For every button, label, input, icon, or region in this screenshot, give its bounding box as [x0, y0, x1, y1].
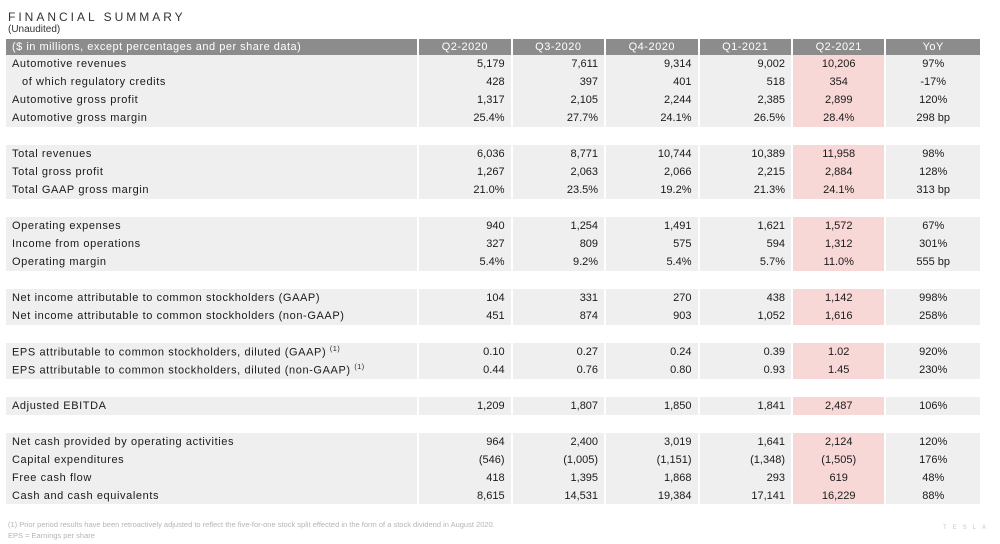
highlight-cell: 1.45	[793, 361, 886, 379]
value-cell: 1,807	[513, 397, 606, 415]
row-label	[6, 307, 419, 325]
value-cell: (1,348)	[700, 451, 793, 469]
row-label-text: Automotive revenues	[12, 58, 127, 70]
highlight-cell: 1,616	[793, 307, 886, 325]
value-cell: 8,771	[513, 145, 606, 163]
value-cell: 19.2%	[606, 181, 699, 199]
column-header: Q3-2020	[513, 39, 606, 55]
row-label	[6, 145, 419, 163]
table-row	[6, 55, 980, 73]
yoy-cell: 313 bp	[886, 181, 980, 199]
value-cell: 9,314	[606, 55, 699, 73]
table-row	[6, 397, 980, 415]
highlight-cell: 16,229	[793, 487, 886, 504]
row-label-text: Net income attributable to common stockholders (GAAP)	[12, 292, 321, 304]
column-header: Q4-2020	[606, 39, 699, 55]
spacer-cell	[6, 325, 980, 343]
value-cell: 0.27	[513, 343, 606, 361]
footnotes	[8, 519, 495, 541]
table-row	[6, 163, 980, 181]
value-cell: 5.4%	[419, 253, 512, 271]
spacer-cell	[6, 379, 980, 397]
row-label-text: Automotive gross profit	[12, 94, 139, 106]
value-cell: 401	[606, 73, 699, 91]
value-cell: 7,611	[513, 55, 606, 73]
table-row	[6, 307, 980, 325]
value-cell: 1,491	[606, 217, 699, 235]
highlight-cell: 10,206	[793, 55, 886, 73]
value-cell: 438	[700, 289, 793, 307]
highlight-cell: 1,312	[793, 235, 886, 253]
table-row	[6, 91, 980, 109]
value-cell: 2,244	[606, 91, 699, 109]
table-row	[6, 343, 980, 361]
table-row	[6, 73, 980, 91]
value-cell: 1,621	[700, 217, 793, 235]
highlight-cell: 2,884	[793, 163, 886, 181]
value-cell: 331	[513, 289, 606, 307]
yoy-cell: 298 bp	[886, 109, 980, 127]
value-cell: 327	[419, 235, 512, 253]
table-header-row	[6, 39, 980, 55]
row-label-text: Automotive gross margin	[12, 112, 148, 124]
value-cell: 8,615	[419, 487, 512, 504]
row-label-text: of which regulatory credits	[22, 76, 166, 88]
row-label-text: Operating expenses	[12, 220, 122, 232]
value-cell: 1,868	[606, 469, 699, 487]
yoy-cell: 97%	[886, 55, 980, 73]
row-label-text: Net income attributable to common stockholders (non-GAAP)	[12, 310, 345, 322]
page-subtitle: (Unaudited)	[8, 24, 61, 35]
value-cell: 1,052	[700, 307, 793, 325]
value-cell: 2,063	[513, 163, 606, 181]
value-cell: 594	[700, 235, 793, 253]
value-cell: 418	[419, 469, 512, 487]
table-row	[6, 433, 980, 451]
value-cell: 903	[606, 307, 699, 325]
spacer-row	[6, 325, 980, 343]
value-cell: 1,209	[419, 397, 512, 415]
page-title: FINANCIAL SUMMARY	[8, 10, 186, 24]
yoy-cell: 230%	[886, 361, 980, 379]
spacer-cell	[6, 415, 980, 433]
row-label-text: Net cash provided by operating activities	[12, 436, 235, 448]
header-label: ($ in millions, except percentages and per share data)	[6, 39, 419, 55]
value-cell: 6,036	[419, 145, 512, 163]
footnote-eps-definition: EPS = Earnings per share	[8, 531, 95, 540]
value-cell: (1,005)	[513, 451, 606, 469]
table-row	[6, 253, 980, 271]
column-header: YoY	[886, 39, 980, 55]
row-label-text: Total gross profit	[12, 166, 104, 178]
value-cell: 0.93	[700, 361, 793, 379]
row-label-text: Free cash flow	[12, 472, 92, 484]
value-cell: 10,389	[700, 145, 793, 163]
value-cell: 2,066	[606, 163, 699, 181]
highlight-cell: 11.0%	[793, 253, 886, 271]
value-cell: 5.4%	[606, 253, 699, 271]
highlight-cell: 354	[793, 73, 886, 91]
yoy-cell: 88%	[886, 487, 980, 504]
value-cell: 21.3%	[700, 181, 793, 199]
highlight-cell: 1,142	[793, 289, 886, 307]
yoy-cell: 67%	[886, 217, 980, 235]
value-cell: 3,019	[606, 433, 699, 451]
table-row	[6, 145, 980, 163]
spacer-row	[6, 379, 980, 397]
yoy-cell: 998%	[886, 289, 980, 307]
value-cell: 874	[513, 307, 606, 325]
yoy-cell: 920%	[886, 343, 980, 361]
yoy-cell: 128%	[886, 163, 980, 181]
yoy-cell: 258%	[886, 307, 980, 325]
row-label-text: EPS attributable to common stockholders, diluted (non-GAAP)	[12, 364, 351, 377]
table-row	[6, 289, 980, 307]
row-label	[6, 343, 419, 361]
highlight-cell: 619	[793, 469, 886, 487]
row-label-text: Total revenues	[12, 148, 92, 160]
value-cell: 19,384	[606, 487, 699, 504]
highlight-cell: 24.1%	[793, 181, 886, 199]
value-cell: 5,179	[419, 55, 512, 73]
value-cell: 0.39	[700, 343, 793, 361]
row-label	[6, 433, 419, 451]
value-cell: (546)	[419, 451, 512, 469]
row-label	[6, 253, 419, 271]
value-cell: 1,254	[513, 217, 606, 235]
value-cell: 21.0%	[419, 181, 512, 199]
value-cell: 2,105	[513, 91, 606, 109]
row-label	[6, 487, 419, 504]
yoy-cell: 176%	[886, 451, 980, 469]
value-cell: 0.10	[419, 343, 512, 361]
row-label-text: Operating margin	[12, 256, 107, 268]
column-header: Q2-2021	[793, 39, 886, 55]
yoy-cell: -17%	[886, 73, 980, 91]
highlight-cell: 2,487	[793, 397, 886, 415]
value-cell: 270	[606, 289, 699, 307]
row-label	[6, 289, 419, 307]
highlight-cell: 1,572	[793, 217, 886, 235]
row-label	[6, 181, 419, 199]
table-row	[6, 181, 980, 199]
value-cell: 518	[700, 73, 793, 91]
row-label	[6, 217, 419, 235]
value-cell: 10,744	[606, 145, 699, 163]
value-cell: 24.1%	[606, 109, 699, 127]
value-cell: 964	[419, 433, 512, 451]
value-cell: 451	[419, 307, 512, 325]
spacer-row	[6, 199, 980, 217]
yoy-cell: 555 bp	[886, 253, 980, 271]
value-cell: 23.5%	[513, 181, 606, 199]
spacer-cell	[6, 127, 980, 145]
value-cell: 5.7%	[700, 253, 793, 271]
table-row	[6, 109, 980, 127]
table-body	[6, 55, 980, 504]
row-label-text: Total GAAP gross margin	[12, 184, 150, 196]
financial-summary-table	[6, 39, 980, 504]
footnote-marker: (1)	[354, 363, 365, 371]
yoy-cell: 98%	[886, 145, 980, 163]
value-cell: 9,002	[700, 55, 793, 73]
value-cell: 17,141	[700, 487, 793, 504]
row-label-text: Income from operations	[12, 238, 141, 250]
row-label	[6, 235, 419, 253]
value-cell: 1,395	[513, 469, 606, 487]
row-label	[6, 451, 419, 469]
table-row	[6, 235, 980, 253]
value-cell: 2,400	[513, 433, 606, 451]
yoy-cell: 48%	[886, 469, 980, 487]
value-cell: 0.76	[513, 361, 606, 379]
value-cell: 104	[419, 289, 512, 307]
yoy-cell: 106%	[886, 397, 980, 415]
row-label	[6, 55, 419, 73]
value-cell: 9.2%	[513, 253, 606, 271]
value-cell: 1,267	[419, 163, 512, 181]
highlight-cell: 2,124	[793, 433, 886, 451]
value-cell: 940	[419, 217, 512, 235]
column-header: Q2-2020	[419, 39, 512, 55]
table-row	[6, 469, 980, 487]
value-cell: 1,641	[700, 433, 793, 451]
value-cell: 0.44	[419, 361, 512, 379]
value-cell: 26.5%	[700, 109, 793, 127]
value-cell: 397	[513, 73, 606, 91]
spacer-cell	[6, 271, 980, 289]
spacer-row	[6, 271, 980, 289]
row-label	[6, 163, 419, 181]
yoy-cell: 120%	[886, 433, 980, 451]
row-label	[6, 91, 419, 109]
row-label-text: Cash and cash equivalents	[12, 489, 160, 502]
row-label-text: Capital expenditures	[12, 454, 125, 466]
yoy-cell: 301%	[886, 235, 980, 253]
value-cell: 27.7%	[513, 109, 606, 127]
value-cell: (1,151)	[606, 451, 699, 469]
value-cell: 1,317	[419, 91, 512, 109]
brand-logo: TESLA	[942, 525, 992, 531]
highlight-cell: 28.4%	[793, 109, 886, 127]
value-cell: 14,531	[513, 487, 606, 504]
value-cell: 293	[700, 469, 793, 487]
highlight-cell: 11,958	[793, 145, 886, 163]
value-cell: 428	[419, 73, 512, 91]
value-cell: 2,385	[700, 91, 793, 109]
highlight-cell: (1,505)	[793, 451, 886, 469]
spacer-row	[6, 127, 980, 145]
footnote-marker: (1)	[329, 345, 341, 353]
row-label	[6, 397, 419, 415]
footnote-stock-split: (1) Prior period results have been retroactively adjusted to reflect the five-for-one stock split effected in the form of a stock dividend in August 2020.	[8, 520, 495, 529]
value-cell: 2,215	[700, 163, 793, 181]
value-cell: 1,850	[606, 397, 699, 415]
value-cell: 1,841	[700, 397, 793, 415]
table-row	[6, 361, 980, 379]
value-cell: 809	[513, 235, 606, 253]
column-header: Q1-2021	[700, 39, 793, 55]
row-label	[6, 361, 419, 379]
value-cell: 0.24	[606, 343, 699, 361]
spacer-cell	[6, 199, 980, 217]
row-label	[6, 73, 419, 91]
row-label	[6, 469, 419, 487]
value-cell: 0.80	[606, 361, 699, 379]
yoy-cell: 120%	[886, 91, 980, 109]
highlight-cell: 1.02	[793, 343, 886, 361]
table-row	[6, 487, 980, 504]
spacer-row	[6, 415, 980, 433]
row-label	[6, 109, 419, 127]
row-label-text: Adjusted EBITDA	[12, 400, 107, 412]
highlight-cell: 2,899	[793, 91, 886, 109]
value-cell: 25.4%	[419, 109, 512, 127]
table-row	[6, 217, 980, 235]
table-row	[6, 451, 980, 469]
row-label-text: EPS attributable to common stockholders, diluted (GAAP)	[12, 346, 327, 359]
value-cell: 575	[606, 235, 699, 253]
